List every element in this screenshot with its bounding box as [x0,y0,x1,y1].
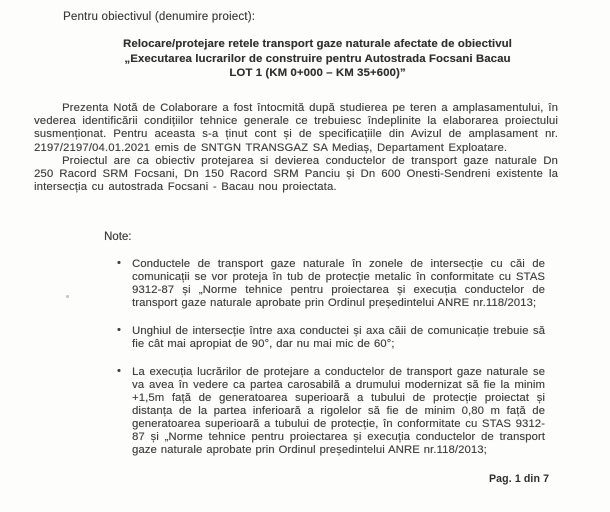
document-title [58,37,577,81]
title-line-3: LOT 1 (KM 0+000 – KM 35+600)” [229,67,406,80]
list-item [117,258,545,310]
note-text-intersection-angle: Unghiul de intersecție între axa conductei și axa căii de comunicație trebuie să fie cât mai apropiat de 90°, dar nu mai mic de 60°; [132,325,545,350]
paragraph-project-objective: Proiectul are ca obiectiv protejarea si devierea conductelor de transport gaze naturale Dn 250 Racord SRM Focsani, Dn 150 Racord SRM Panciu și Dn 600 Onesti-Sendreni existente la intersecția cu autostrada Focsani - Bacau nou proiectata. [34,154,558,194]
intro-section [34,102,558,194]
bullet-icon: • [117,365,121,377]
bullet-icon: • [117,257,121,269]
note-heading: Note: [104,231,132,243]
note-text-protection-tube: Conductele de transport gaze naturale în zonele de intersecție cu căi de comunicații se vor proteja în tub de protecție metalic în conformitate cu STAS 9312-87 și „Norme tehnice pentru proiectarea și execuția conductelor de transport gaze naturale aprobate prin Ordinul președintelui ANRE nr.118/2013; [132,258,545,309]
paragraph-collaboration-note: Prezenta Notă de Colaborare a fost întocmită după studierea pe teren a amplasamentului, în vederea identificării condițiilor tehnice generale ce trebuiesc îndeplinite la elaborarea proiectului susmenționat. Pentru aceasta s-a ținut cont și de specificațiile din Avizul de amplasament nr. 2197/2197/04.01.2021 emis de SNTGN TRANSGAZ SA Mediaș, Departament Exploatare. [34,102,558,154]
notes-list [117,258,545,472]
title-line-2: „Executarea lucrarilor de construire pentru Autostrada Focsani Bacau [124,52,511,65]
title-line-1: Relocare/protejare retele transport gaze naturale afectate de obiectivul [123,38,512,50]
note-text-execution-works: La execuția lucrărilor de protejare a conductelor de transport gaze naturale se va avea în vedere ca partea carosabilă a drumului modernizat să fie la minim +1,5m față de generatoarea superioară a tubului de protecție proiectat și distanța de la partea inferioară a rigolelor să fie de minim 0,80 m față de generatoarea superioară a tubului de protecție, în conformitate cu STAS 9312-87 și „Norme tehnice pentru proiectarea și execuția conductelor de transport gaze naturale aprobate prin Ordinul președintelui ANRE nr.118/2013; [132,366,545,456]
scan-artifact-dot [66,295,69,298]
bullet-icon: • [117,324,121,336]
page-number: Pag. 1 din 7 [489,473,550,485]
list-item [117,366,545,457]
list-item [117,325,545,351]
project-name-label: Pentru obiectivul (denumire proiect): [63,11,256,23]
